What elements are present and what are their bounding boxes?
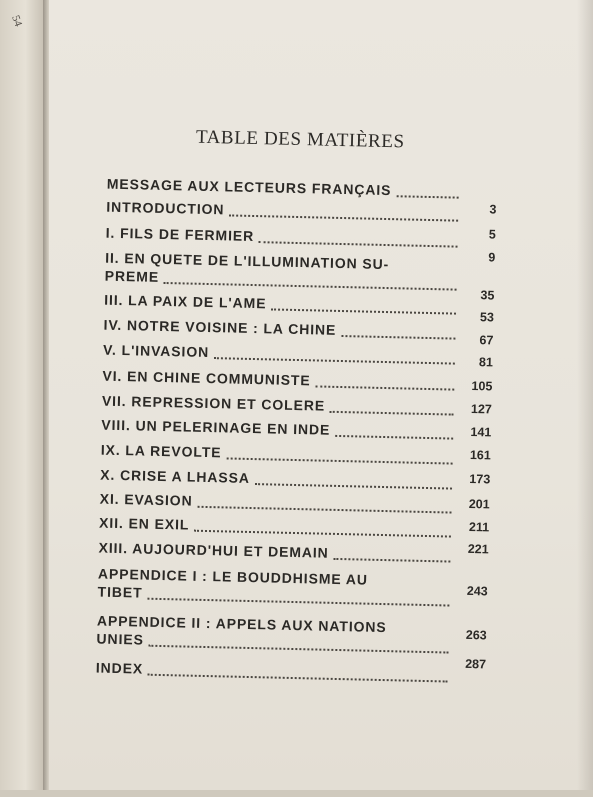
- toc-entry: [100, 467, 452, 493]
- toc-entry: [97, 566, 450, 610]
- toc-entry: [98, 540, 450, 566]
- toc-entry-title: V. L'INVASION: [102, 341, 210, 361]
- leader-dots: [330, 402, 454, 416]
- toc-entry-title: XI. EVASION: [99, 490, 193, 509]
- toc-page-number: 141: [470, 424, 492, 440]
- toc-page-number: 221: [467, 541, 489, 557]
- leader-dots: [396, 186, 459, 198]
- leader-dots: [148, 665, 448, 683]
- leader-dots: [194, 521, 451, 538]
- toc-page-number: 161: [469, 447, 491, 463]
- toc-entry-title: III. LA PAIX DE L'AME: [104, 291, 267, 312]
- toc-page-number: 35: [480, 288, 495, 303]
- leader-dots: [149, 636, 449, 654]
- toc-page-number: 3: [489, 202, 497, 217]
- toc-page-number: 287: [465, 656, 487, 672]
- toc-entry: [106, 225, 458, 251]
- toc-page-number: 173: [469, 471, 491, 487]
- toc-entry: [96, 660, 448, 686]
- toc-entry: [96, 613, 449, 657]
- toc-entry-title: APPENDICE II : APPELS AUX NATIONS: [96, 612, 387, 636]
- toc-page-number: 211: [468, 519, 490, 535]
- toc-page-number: 53: [479, 310, 495, 325]
- leader-dots: [334, 549, 451, 563]
- toc-entry-title: VIII. UN PELERINAGE EN INDE: [101, 416, 331, 438]
- toc-page-number: 201: [468, 496, 490, 512]
- leader-dots: [229, 205, 458, 221]
- leader-dots: [164, 273, 457, 291]
- toc-entry-title: XII. EN EXIL: [98, 514, 190, 533]
- leader-dots: [259, 232, 458, 248]
- leader-dots: [147, 589, 449, 607]
- toc-entry-title: INTRODUCTION: [106, 198, 225, 218]
- toc-entry: [103, 342, 455, 368]
- leader-dots: [335, 426, 453, 440]
- toc-entry: [99, 491, 451, 517]
- toc-entry: [105, 250, 458, 294]
- leader-dots: [214, 348, 455, 364]
- toc-entry: [101, 442, 453, 468]
- toc-entry: [101, 417, 453, 443]
- toc-entry: [107, 176, 459, 202]
- toc-entry-title: X. CRISE A LHASSA: [100, 466, 251, 486]
- toc-entry-title: MESSAGE AUX LECTEURS FRANÇAIS: [106, 175, 392, 199]
- leader-dots: [255, 474, 453, 489]
- toc-entry-title: APPENDICE I : LE BOUDDHISME AU: [97, 565, 369, 588]
- leader-dots: [341, 326, 456, 340]
- toc-entry: [102, 368, 454, 394]
- toc-entry: [102, 393, 454, 419]
- toc-page-number: 243: [466, 583, 488, 599]
- leader-dots: [271, 299, 456, 314]
- leader-dots: [226, 448, 452, 464]
- toc-page-number: 5: [488, 227, 496, 242]
- toc-page-number: 67: [479, 333, 494, 348]
- page-title: TABLE DES MATIÈRES: [195, 126, 405, 153]
- toc-entry: [103, 317, 455, 343]
- toc-page-number: 105: [471, 378, 493, 394]
- toc-page-number: 9: [488, 250, 496, 265]
- toc-entry-title-continued: TIBET: [97, 583, 143, 601]
- toc-entry-title: IX. LA REVOLTE: [100, 441, 222, 461]
- toc-page-number: 81: [478, 355, 494, 370]
- left-page-mark: 54: [9, 13, 25, 29]
- toc-entry-title: VI. EN CHINE COMMUNISTE: [102, 367, 311, 389]
- toc-entry: [104, 292, 456, 318]
- toc-entry-title: VII. REPRESSION ET COLERE: [101, 392, 326, 414]
- leader-dots: [315, 376, 454, 390]
- toc-page-number: 263: [465, 627, 487, 643]
- toc-entry: [106, 199, 458, 225]
- leader-dots: [197, 497, 451, 514]
- toc-entry-title-continued: UNIES: [96, 630, 145, 648]
- toc-entry-title: INDEX: [95, 659, 144, 677]
- toc-entry: [99, 515, 451, 541]
- toc-entry-title-continued: PREME: [104, 267, 160, 285]
- toc-entry-title: IV. NOTRE VOISINE : LA CHINE: [103, 316, 337, 338]
- toc-entry-title: XIII. AUJOURD'HUI ET DEMAIN: [98, 539, 329, 561]
- toc-page-number: 127: [470, 401, 492, 417]
- toc-entry-title: I. FILS DE FERMIER: [105, 224, 255, 245]
- toc-entry-title: II. EN QUETE DE L'ILLUMINATION SU-: [104, 249, 390, 273]
